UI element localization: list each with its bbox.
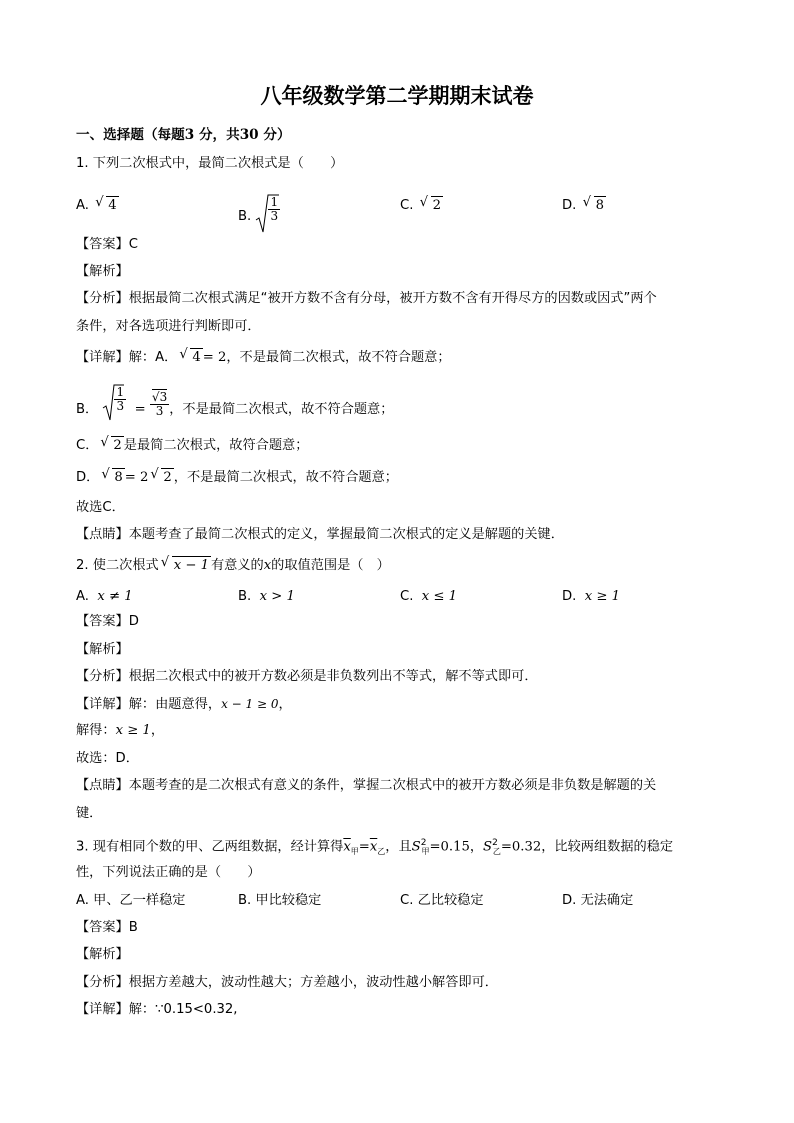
sqrt-expression: √ 4 bbox=[179, 347, 201, 365]
sqrt-expression: √ x − 1 bbox=[160, 555, 209, 573]
q2-detail-line2: 解得：x ≥ 1， bbox=[76, 723, 165, 738]
sqrt-fraction: $\frac{1}{3}$ bbox=[255, 194, 279, 234]
q2-option-d: D. x ≥ 1 bbox=[562, 589, 621, 604]
sqrt-expression: √ 2 bbox=[419, 195, 441, 213]
q1-option-b bbox=[238, 196, 279, 236]
q1-detail-d: D． √ 8 = 2 √ 2 ，不是最简二次根式，故不符合题意； bbox=[76, 467, 398, 485]
q2-analysis-head: 【解析】 bbox=[76, 642, 129, 657]
option-label: C. bbox=[400, 198, 414, 213]
option-label: D. bbox=[562, 198, 577, 213]
q1-detail-a: 【详解】解：A． √ 4 = 2，不是最简二次根式，故不符合题意； bbox=[76, 347, 451, 365]
q1-option-c bbox=[400, 196, 443, 215]
option-label: A. bbox=[76, 198, 89, 213]
q1-analysis-line1: 【分析】根据最简二次根式满足“被开方数不含有分母，被开方数不含有开得尽方的因数或因式”两个 bbox=[76, 291, 657, 306]
q1-conclusion: 故选C． bbox=[76, 500, 125, 515]
sqrt-expression: √ 8 bbox=[582, 195, 604, 213]
option-label: B. bbox=[238, 209, 252, 224]
q2-answer: 【答案】D bbox=[76, 614, 139, 629]
q2-comment-line2: 键． bbox=[76, 806, 103, 821]
q3-option-c: C. 乙比较稳定 bbox=[400, 893, 484, 908]
q2-comment-line1: 【点睛】本题考查的是二次根式有意义的条件，掌握二次根式中的被开方数必须是非负数是解题的关 bbox=[76, 778, 657, 793]
q2-stem: 2. 使二次根式 √ x − 1 有意义的x的取值范围是（ ） bbox=[76, 555, 390, 573]
q3-option-d: D. 无法确定 bbox=[562, 893, 634, 908]
q3-option-a: A. 甲、乙一样稳定 bbox=[76, 893, 186, 908]
sqrt-expression: √ 8 bbox=[101, 467, 123, 485]
q1-detail-c: C． √ 2 是最简二次根式，故符合题意； bbox=[76, 435, 309, 453]
q3-analysis-head: 【解析】 bbox=[76, 947, 129, 962]
q1-comment: 【点睛】本题考查了最简二次根式的定义，掌握最简二次根式的定义是解题的关键． bbox=[76, 527, 564, 542]
q1-detail-b: B． $\frac{1}{3}$ = $\frac{√3}{3}$ ，不是最简二次根式，故不符合题意； bbox=[76, 390, 393, 414]
sqrt-fraction: $\frac{1}{3}$ bbox=[102, 384, 124, 422]
q2-conclusion: 故选：D． bbox=[76, 751, 139, 766]
q1-analysis-head: 【解析】 bbox=[76, 264, 129, 279]
q3-option-b: B. 甲比较稳定 bbox=[238, 893, 322, 908]
q1-option-a bbox=[76, 196, 119, 215]
q2-analysis: 【分析】根据二次根式中的被开方数必须是非负数列出不等式，解不等式即可． bbox=[76, 669, 538, 684]
q1-option-d bbox=[562, 196, 606, 215]
fraction: $\frac{√3}{3}$ bbox=[151, 389, 168, 418]
page-title: 八年级数学第二学期期末试卷 bbox=[260, 83, 534, 108]
q2-option-b: B. x > 1 bbox=[238, 589, 295, 604]
q2-option-a: A. x ≠ 1 bbox=[76, 589, 133, 604]
q1-analysis-line2: 条件，对各选项进行判断即可． bbox=[76, 319, 261, 334]
section-heading: 一、选择题（每题3 分，共30 分） bbox=[76, 127, 291, 143]
sqrt-expression: √ 2 bbox=[100, 435, 122, 453]
q3-stem-line2: 性，下列说法正确的是（ ） bbox=[76, 865, 261, 880]
q3-answer: 【答案】B bbox=[76, 920, 138, 935]
sqrt-expression: √ 4 bbox=[95, 195, 117, 213]
q2-option-c: C. x ≤ 1 bbox=[400, 589, 458, 604]
q1-stem: 1. 下列二次根式中，最简二次根式是（ ） bbox=[76, 156, 344, 171]
q2-detail-line1: 【详解】解：由题意得，x − 1 ≥ 0， bbox=[76, 697, 292, 712]
q3-analysis: 【分析】根据方差越大，波动性越大；方差越小，波动性越小解答即可． bbox=[76, 975, 498, 990]
q1-answer: 【答案】C bbox=[76, 237, 138, 252]
q3-detail: 【详解】解：∵0.15<0.32, bbox=[76, 1002, 238, 1017]
sqrt-expression: √ 2 bbox=[150, 467, 172, 485]
q3-stem: 3. 现有相同个数的甲、乙两组数据，经计算得$\overline{x}_甲=\overline{x}_乙$，且$S^2_甲=0.15$，$S^2_乙=0.32$，比较两组数据的稳定 bbox=[76, 838, 674, 857]
